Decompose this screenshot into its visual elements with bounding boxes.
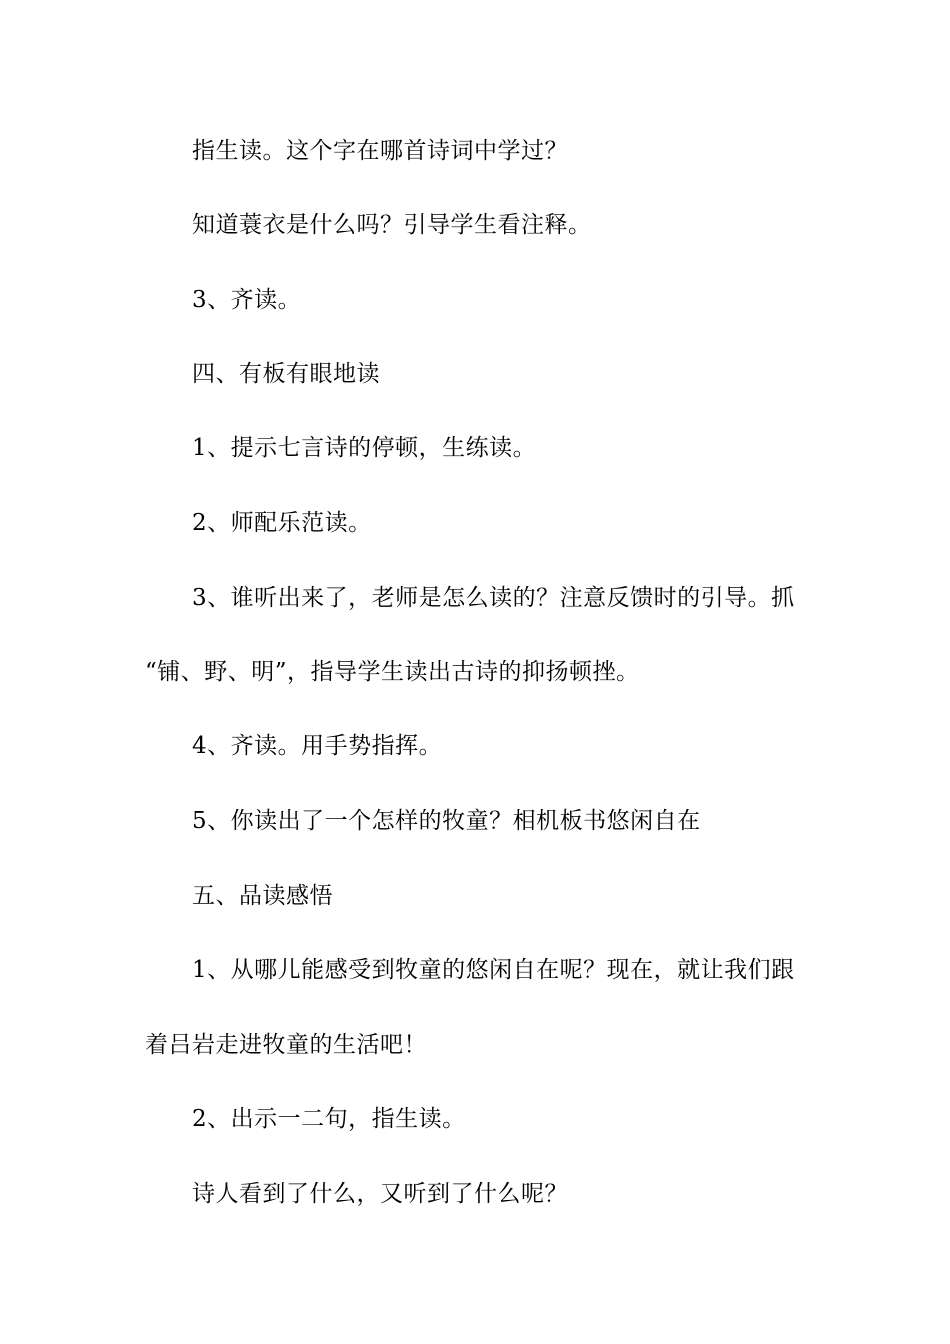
paragraph-line: 5、你读出了一个怎样的牧童？相机板书悠闲自在 [192, 808, 701, 834]
paragraph-line: “铺、野、明”，指导学生读出古诗的抑扬顿挫。 [145, 659, 640, 685]
paragraph-line: 3、谁听出来了，老师是怎么读的？注意反馈时的引导。抓 [192, 585, 795, 611]
paragraph-line: 指生读。这个字在哪首诗词中学过？ [192, 138, 568, 164]
paragraph-line: 1、提示七言诗的停顿，生练读。 [192, 435, 537, 461]
section-heading: 五、品读感悟 [192, 883, 333, 909]
paragraph-line: 3、齐读。 [192, 287, 302, 313]
paragraph-line: 1、从哪儿能感受到牧童的悠闲自在呢？现在，就让我们跟 [192, 957, 795, 983]
paragraph-line: 着吕岩走进牧童的生活吧！ [145, 1032, 427, 1058]
paragraph-line: 2、出示一二句，指生读。 [192, 1106, 466, 1132]
paragraph-line: 2、师配乐范读。 [192, 510, 372, 536]
section-heading: 四、有板有眼地读 [192, 361, 380, 387]
paragraph-line: 诗人看到了什么，又听到了什么呢？ [192, 1181, 568, 1207]
paragraph-line: 知道蓑衣是什么吗？引导学生看注释。 [192, 212, 592, 238]
paragraph-line: 4、齐读。用手势指挥。 [192, 733, 443, 759]
